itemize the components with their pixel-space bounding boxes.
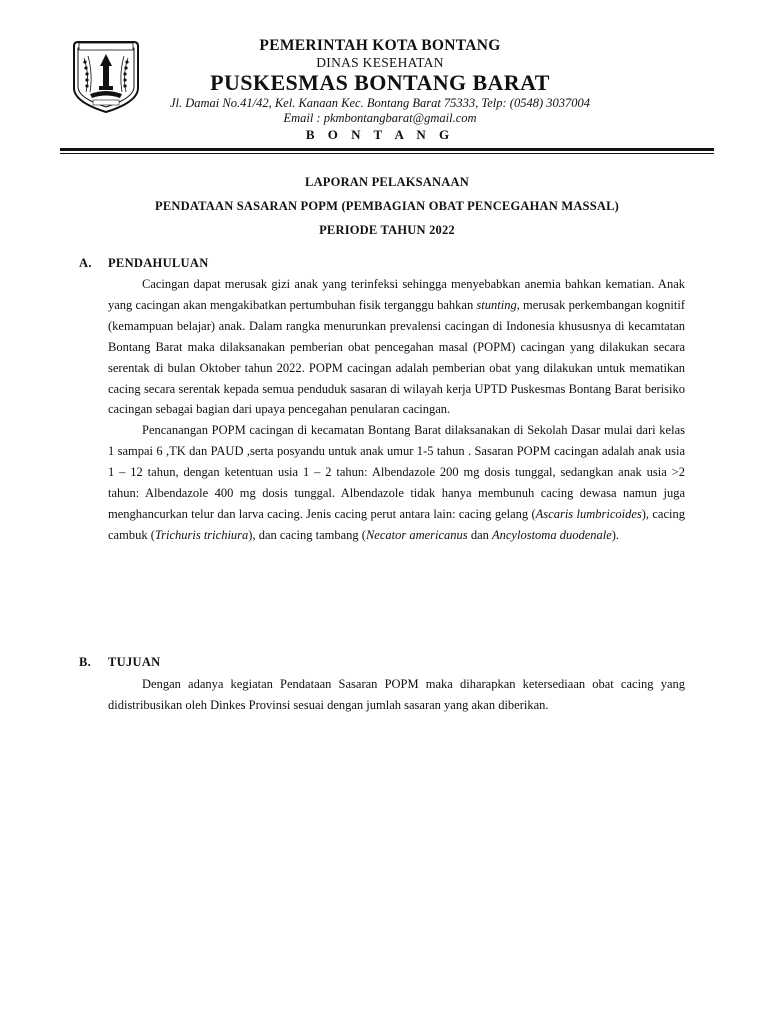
section-b-number: B. [79, 655, 92, 669]
title-line-2: PENDATAAN SASARAN POPM (PEMBAGIAN OBAT PENCEGAHAN MASSAL) [155, 199, 619, 213]
email-line: Email : pkmbontangbarat@gmail.com [283, 111, 477, 125]
letterhead [120, 36, 640, 143]
section-a-title: PENDAHULUAN [108, 256, 209, 270]
section-a-paragraph-1: Cacingan dapat merusak gizi anak yang terinfeksi sehingga menyebabkan anemia bahkan kematian. Anak yang cacingan akan mengakibatkan pertumbuhan fisik terganggu bahkan stunting, merusak perkembangan kognitif (kemampuan belajar) anak. Dalam rangka menurunkan prevalensi cacingan di Indonesia khususnya di kecamtatan Bontang Barat maka dilaksanakan pemberian obat pencegahan masal (POPM) cacingan yang dilakukan secara serentak di bulan Oktober tahun 2022. POPM cacingan adalah pemberian obat yang dilakukan untuk mematikan cacing secara serentak kepada semua penduduk sasaran di wilayah kerja UPTD Puskesmas Bontang Barat berisiko cacingan sebagai bagian dari upaya pencegahan penularan cacingan. [108, 277, 685, 417]
title-line-1: LAPORAN PELAKSANAAN [305, 175, 469, 189]
section-a-number: A. [79, 256, 92, 270]
header-divider-thin [60, 153, 714, 154]
header-divider-thick [60, 148, 714, 151]
title-line-3: PERIODE TAHUN 2022 [319, 223, 455, 237]
section-a-heading [79, 256, 209, 271]
city-name: B O N T A N G [305, 127, 455, 142]
section-a-paragraph-2: Pencanangan POPM cacingan di kecamatan Bontang Barat dilaksanakan di Sekolah Dasar mulai dari kelas 1 sampai 6 ,TK dan PAUD ,serta posyandu untuk anak umur 1-5 tahun . Sasaran POPM cacingan adalah anak usia 1 – 12 tahun, dengan ketentuan usia 1 – 2 tahun: Albendazole 200 mg dosis tunggal, sedangkan anak usia >2 tahun: Albendazole 400 mg dosis tunggal. Albendazole tidak hanya membunuh cacing dewasa namun juga menghancurkan telur dan larva cacing. Jenis cacing perut antara lain: cacing gelang (Ascaris lumbricoides), cacing cambuk (Trichuris trichiura), dan cacing tambang (Necator americanus dan Ancylostoma duodenale). [108, 423, 686, 542]
section-b-paragraph-1: Dengan adanya kegiatan Pendataan Sasaran POPM maka diharapkan ketersediaan obat cacing yang didistribusikan oleh Dinkes Provinsi sesuai dengan jumlah sasaran yang akan diberikan. [108, 677, 685, 712]
address-line: Jl. Damai No.41/42, Kel. Kanaan Kec. Bontang Barat 75333, Telp: (0548) 3037004 [169, 96, 590, 110]
government-name: PEMERINTAH KOTA BONTANG [259, 37, 501, 54]
section-b-title: TUJUAN [108, 655, 161, 669]
institution-name: PUSKESMAS BONTANG BARAT [210, 70, 550, 95]
section-a-body [108, 274, 685, 546]
department-name: DINAS KESEHATAN [316, 55, 444, 70]
section-b-heading [79, 655, 161, 670]
report-title [60, 170, 714, 242]
section-b-body [108, 674, 685, 716]
